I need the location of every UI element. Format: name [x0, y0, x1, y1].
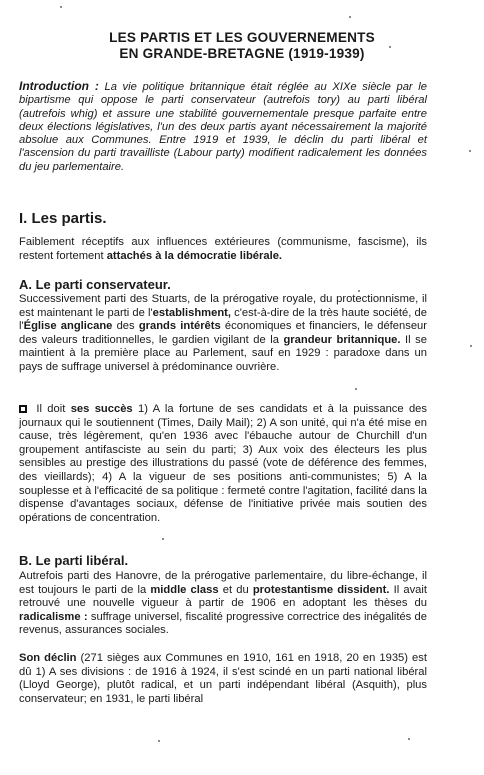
document-title [0, 30, 484, 62]
text-run: des [112, 320, 139, 333]
liberal-paragraph-2 [19, 652, 427, 706]
title-line-2: EN GRANDE-BRETAGNE (1919-1939) [119, 46, 365, 61]
emphasis-run: Son déclin [19, 652, 77, 664]
text-run: Autrefois parti des Hanovre, de la prérogative parlementaire, du libre-échange, il est toujours le parti de la [19, 570, 427, 596]
text-run: (271 sièges aux Communes en 1910, 161 en 1918, 20 en 1935) est dû 1) A ses divisions : de 1916 à 1924, il s'est scindé en un parti national libéral (Lloyd George), plutôt radical, et un parti indépendant libéral (Asquith), plus conservateur; en 1931, le parti libéral [19, 652, 427, 705]
scan-speck [389, 46, 391, 48]
emphasis-run: protestantisme dissident. [252, 583, 390, 596]
emphasis-run: grands intérêts [138, 320, 221, 333]
emphasis-run: Église anglicane [23, 320, 113, 333]
text-run: Successivement parti des Stuarts, de la prérogative royale, du protectionnisme, il est maintenant le parti de l' [19, 293, 427, 319]
square-bullet-icon [19, 405, 27, 413]
emphasis-run: radicalisme : [19, 610, 88, 623]
subsection-heading-liberal: B. Le parti libéral. [19, 553, 129, 568]
partis-intro-text: Faiblement réceptifs aux influences extérieures (communisme, fascisme), ils restent fortement [19, 236, 427, 262]
text-run: Il avait retrouvé une nouvelle vigueur à partir de 1906 en adoptant les thèses du [19, 583, 427, 610]
emphasis-run: ses succès [70, 403, 133, 415]
conservateur-paragraph-1 [19, 293, 427, 375]
scan-speck [162, 538, 164, 540]
text-run: économiques et financiers, le défenseur des valeurs traditionnelles, le gardien vigilant de la [19, 320, 427, 346]
title-line-1: LES PARTIS ET LES GOUVERNEMENTS [109, 30, 375, 45]
partis-intro-paragraph [19, 236, 427, 263]
text-run: Il se maintient à la première place au Parlement, sauf en 1929 : paradoxe dans un pays de suffrage universel à prédominance ouvrière. [19, 333, 427, 373]
text-run: 1) A la fortune de ses candidats et à la puissance des journaux qui le soutiennent (Times, Daily Mail); 2) A son unité, qui n'a été mise en cause, très légèrement, qu'en 1936 avec l'ébauche autour de Churchill d'un groupement antifasciste au sein du parti; 3) Aux voix des électeurs les plus sensibles au prestige des illustrations du passé (vote de déférence des femmes, des vieillards); 4) A la vigueur de ses positions anti-communistes; 5) A la souplesse et à l'efficacité de sa politique : fermeté contre l'agitation, facilité dans la dispense d'avantages sociaux, défense de l'initiative privée mais soutien des opérations de concentration. [19, 403, 427, 524]
scan-speck [358, 290, 360, 292]
emphasis-run: grandeur britannique. [283, 333, 401, 346]
scan-speck [469, 150, 471, 152]
scan-speck [355, 388, 357, 390]
scan-speck [470, 345, 472, 347]
section-heading-partis: I. Les partis. [19, 210, 107, 227]
introduction-paragraph [19, 80, 427, 174]
text-run: suffrage universel, fiscalité progressive correctrice des inégalités de revenus, assurances sociales. [19, 610, 427, 637]
subsection-heading-conservateur: A. Le parti conservateur. [19, 277, 171, 292]
liberal-paragraph-1 [19, 570, 427, 638]
emphasis-run: establishment, [152, 306, 232, 319]
introduction-label: Introduction : [19, 79, 99, 93]
scan-speck [158, 740, 160, 742]
conservateur-paragraph-2 [19, 403, 427, 525]
scan-speck [60, 6, 62, 8]
text-run: Il doit [31, 403, 71, 415]
partis-intro-emphasis: attachés à la démocratie libérale. [106, 249, 283, 262]
emphasis-run: middle class [150, 583, 219, 596]
text-run: c'est-à-dire de la très haute société, de l' [19, 306, 427, 333]
introduction-text: La vie politique britannique était réglée au XIXe siècle par le bipartisme qui oppose le parti conservateur (autrefois tory) au parti libéral (autrefois whig) et assure une stabilité gouvernementale presque parfaite entre deux élections législatives, l'un des deux partis ayant nécessairement la majorité absolue aux Communes. Entre 1919 et 1939, le déclin du parti libéral et l'ascension du parti travailliste (Labour party) modifient radicalement les données du jeu parlementaire. [19, 81, 427, 173]
text-run: et du [218, 583, 253, 596]
scan-speck [349, 16, 351, 18]
scan-speck [408, 738, 410, 740]
